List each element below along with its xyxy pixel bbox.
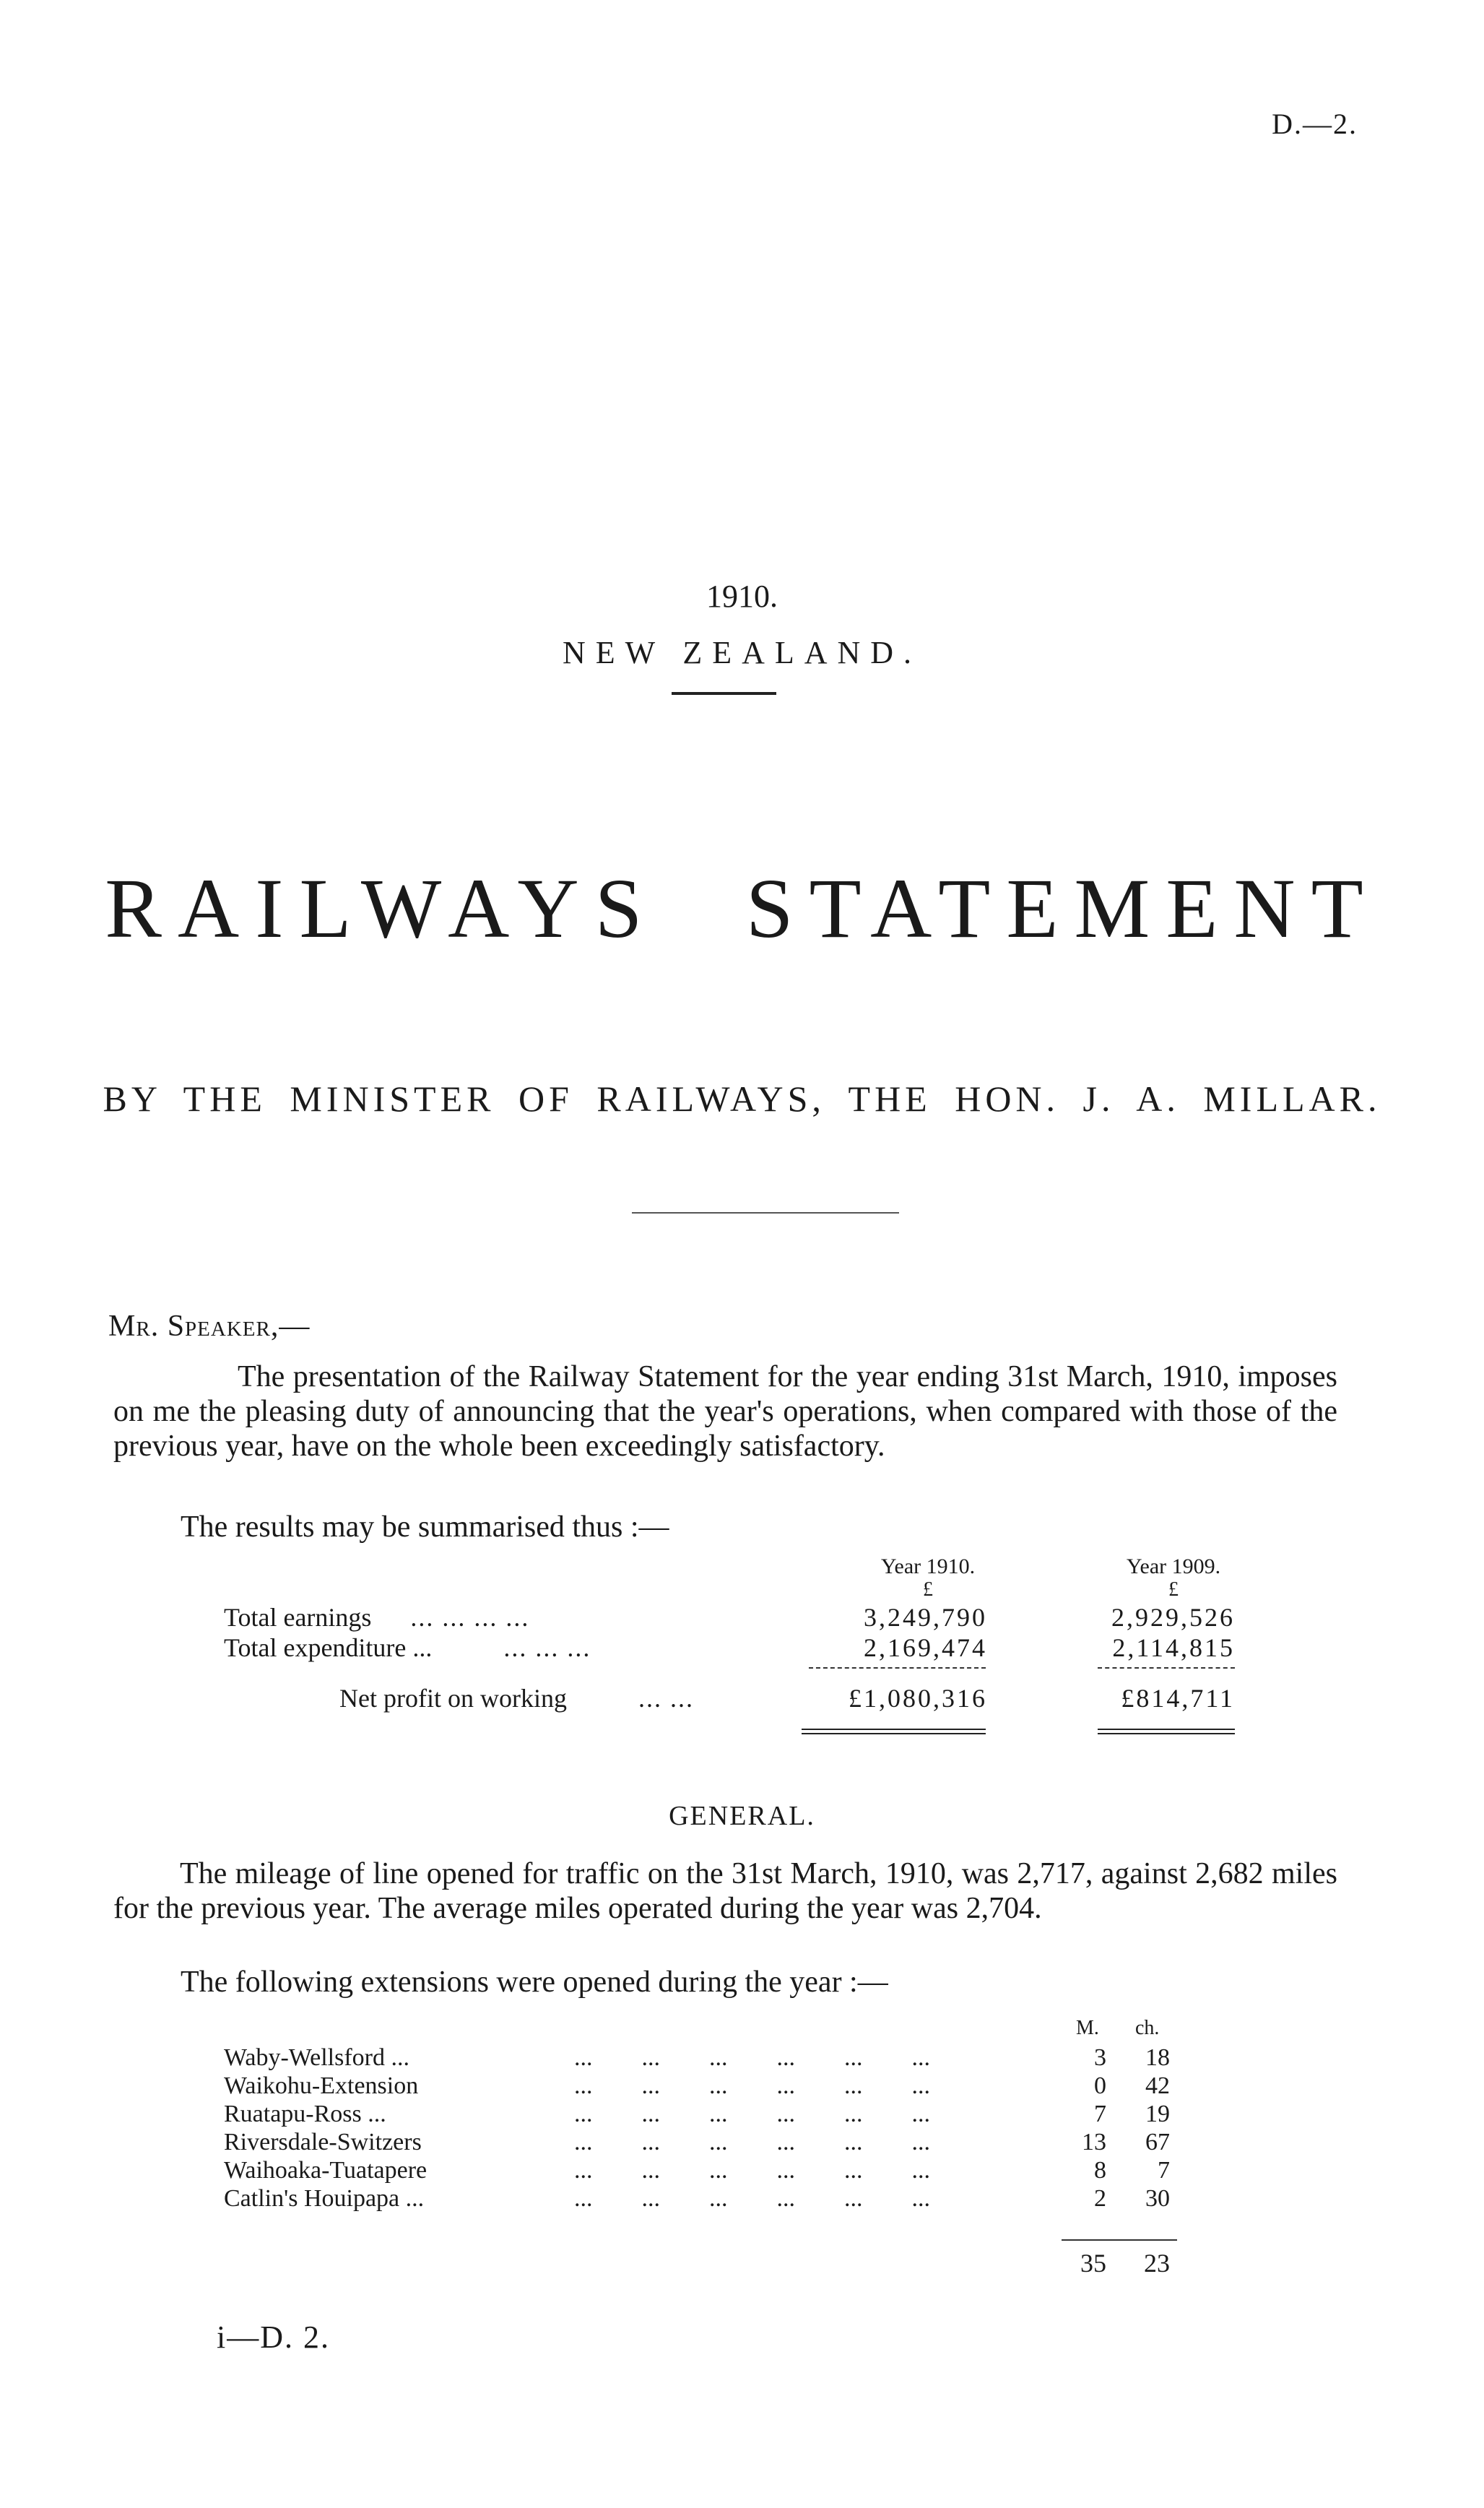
- extensions-intro: The following extensions were opened during the year :—: [181, 1966, 888, 1999]
- mileage-paragraph: [113, 1856, 1337, 1926]
- extension-chains: 30: [1145, 2185, 1170, 2212]
- extension-chains: 18: [1145, 2044, 1170, 2071]
- total-double-rule: [1098, 1729, 1235, 1734]
- extension-name: Riversdale-Switzers: [224, 2129, 422, 2155]
- extension-miles: 13: [1082, 2129, 1106, 2155]
- extension-chains: 19: [1145, 2101, 1170, 2127]
- table-cell-net-1909: £814,711: [1121, 1684, 1235, 1713]
- extension-name: Ruatapu-Ross ...: [224, 2101, 386, 2127]
- total-chains: 23: [1144, 2249, 1170, 2278]
- leader-dots: ... ... ... ... ... ...: [574, 2157, 930, 2184]
- table-cell-expenditure-1909: 2,114,815: [1112, 1633, 1235, 1662]
- total-double-rule: [802, 1729, 986, 1734]
- column-header-chains: ch.: [1135, 2017, 1160, 2039]
- intro-paragraph: [113, 1359, 1337, 1463]
- total-miles: 35: [1080, 2249, 1106, 2278]
- column-header-1909: Year 1909.: [1126, 1554, 1221, 1578]
- document-reference: D.—2.: [1272, 108, 1358, 140]
- table-row-label: Total expenditure ... ... ... ...: [224, 1633, 591, 1662]
- document-year: 1910.: [706, 579, 778, 614]
- table-cell-net-1910: £1,080,316: [849, 1684, 987, 1713]
- extension-miles: 7: [1094, 2101, 1106, 2127]
- table-row-label: Total earnings ... ... ... ...: [224, 1603, 530, 1632]
- summary-intro: The results may be summarised thus :—: [181, 1510, 669, 1544]
- sheet-signature: i—D. 2.: [217, 2319, 330, 2355]
- column-header-1910: Year 1910.: [880, 1554, 976, 1578]
- leader-dots: ... ... ... ... ... ...: [574, 2101, 930, 2127]
- extension-name: Waihoaka-Tuatapere: [224, 2157, 428, 2184]
- subtotal-rule: [809, 1667, 986, 1669]
- table-cell-earnings-1909: 2,929,526: [1111, 1603, 1235, 1632]
- extension-miles: 8: [1094, 2157, 1106, 2184]
- document-byline: BY THE MINISTER OF RAILWAYS, THE HON. J. A. MILLAR.: [103, 1078, 1381, 1119]
- extension-name: Catlin's Houipapa ...: [224, 2185, 425, 2212]
- unit-label: £: [923, 1578, 933, 1601]
- total-rule: [1062, 2239, 1177, 2241]
- leader-dots: ... ... ... ... ... ...: [574, 2129, 930, 2155]
- table-row-label: Net profit on working ... ...: [339, 1684, 694, 1713]
- salutation: Mr. Speaker,—: [108, 1310, 311, 1343]
- document-title: RAILWAYS STATEMENT: [105, 861, 1379, 956]
- extension-chains: 67: [1145, 2129, 1170, 2155]
- extension-miles: 2: [1094, 2185, 1106, 2212]
- column-header-miles: M.: [1076, 2017, 1099, 2039]
- subtotal-rule: [1098, 1667, 1235, 1669]
- extension-chains: 7: [1158, 2157, 1170, 2184]
- extension-miles: 3: [1094, 2044, 1106, 2071]
- country-heading: NEW ZEALAND.: [562, 635, 922, 670]
- intro-text: The presentation of the Railway Statement for the year ending 31st March, 1910, imposes on me the pleasing duty of announcing that the year's operations, when compared with those of the previous year, have on the whole been exceedingly satisfactory.: [113, 1360, 1337, 1463]
- leader-dots: ... ... ... ... ... ...: [574, 2072, 930, 2099]
- extension-chains: 42: [1145, 2072, 1170, 2099]
- divider-rule: [672, 692, 776, 695]
- section-heading: GENERAL.: [669, 1801, 815, 1831]
- leader-dots: ... ... ... ... ... ...: [574, 2044, 930, 2071]
- leader-dots: ... ... ... ... ... ...: [574, 2185, 930, 2212]
- extension-miles: 0: [1094, 2072, 1106, 2099]
- unit-label: £: [1168, 1578, 1179, 1601]
- mileage-text: The mileage of line opened for traffic on the 31st March, 1910, was 2,717, against 2,682 miles for the previous year. The average miles operated during the year was 2,704.: [113, 1857, 1337, 1925]
- extension-name: Waby-Wellsford ...: [224, 2044, 410, 2071]
- table-cell-expenditure-1910: 2,169,474: [864, 1633, 987, 1662]
- divider-rule: [632, 1212, 899, 1214]
- table-cell-earnings-1910: 3,249,790: [864, 1603, 987, 1632]
- extension-name: Waikohu-Extension: [224, 2072, 419, 2099]
